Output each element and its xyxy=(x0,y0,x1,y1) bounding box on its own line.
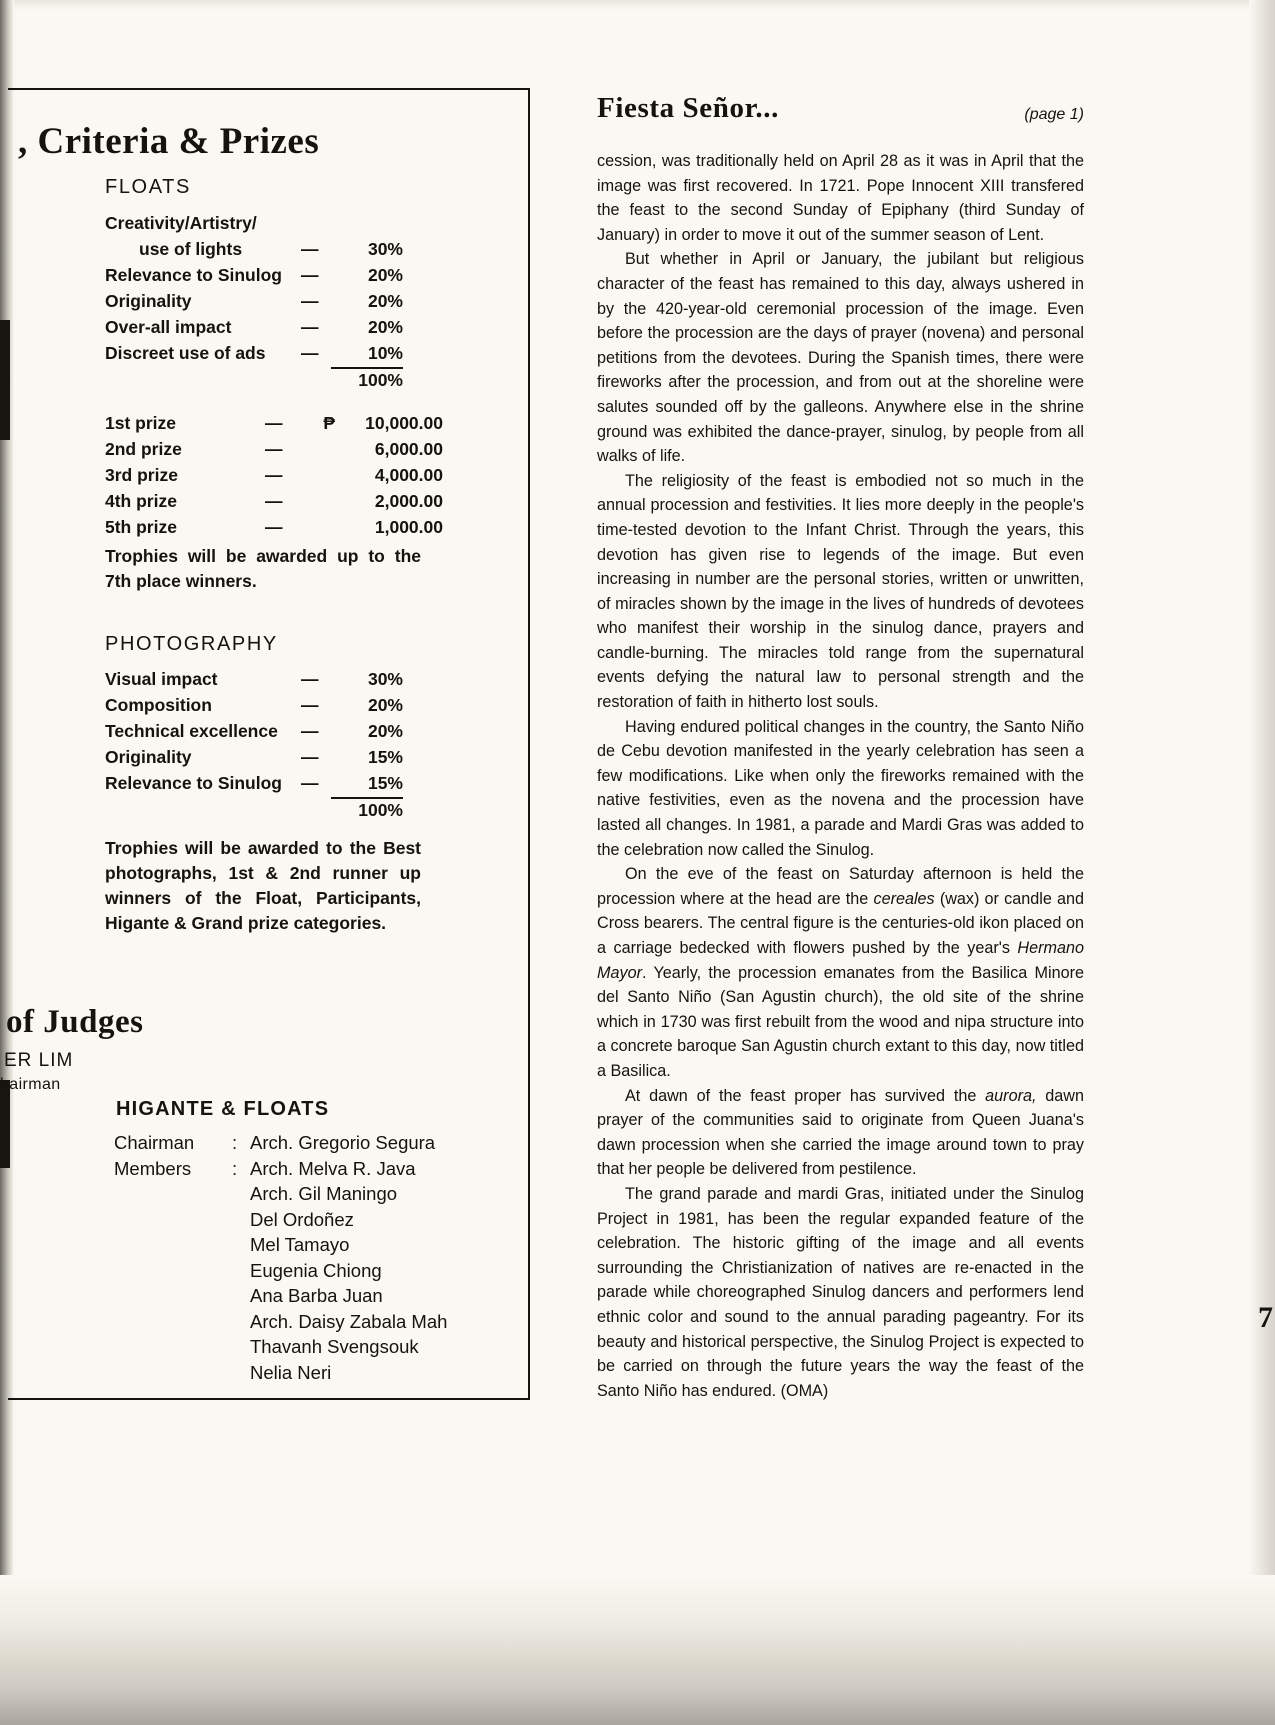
member-label xyxy=(114,1181,232,1207)
criteria-row xyxy=(105,744,435,770)
para5-part5: . Yearly, the procession emanates from the Basilica Minore del Santo Niño (San Agustin church), the old site of the shrine which in 1730 was first rebuilt from the wood and nipa structure into a concrete baroque San Agustin church extant to this day, now titled a Basilica. xyxy=(597,963,1084,1080)
criteria-name: Visual impact xyxy=(105,669,218,689)
para6-part3: dawn prayer of the communities said to originate from Queen Juana's dawn procession when she carried the image around town to pray that her people be delivered from pestilence. xyxy=(597,1086,1084,1179)
scan-right-edge xyxy=(1249,0,1275,1725)
criteria-name: Originality xyxy=(105,747,192,767)
prize-row xyxy=(105,410,445,436)
page-number: 7 xyxy=(1258,1301,1273,1334)
member-colon xyxy=(232,1283,250,1309)
higante-floats-member-list xyxy=(114,1130,447,1385)
criteria-total-dash xyxy=(301,796,331,824)
floats-prize-list xyxy=(105,410,445,540)
criteria-total-spacer xyxy=(105,796,301,824)
criteria-row xyxy=(105,770,435,796)
criteria-total-value: 100% xyxy=(358,800,403,820)
member-label: Members xyxy=(114,1157,192,1179)
criteria-total-value: 100% xyxy=(358,370,403,390)
member-label xyxy=(114,1207,232,1233)
article-paragraph: The grand parade and mardi Gras, initiated under the Sinulog Project in 1981, has been the regular expanded feature of the celebration. The historic gifting of the image and all events surrounding the Christianization of natives are re-enacted in the parade while choreographed Sinulog dancers and performers lend ethnic color and sound to the annual parading pageantry. For its beauty and historical perspective, the Sinulog Project is expected to be carried on through the future years the way the feast of the Santo Niño has endured. (OMA) xyxy=(597,1184,1084,1400)
list-item xyxy=(114,1309,447,1335)
member-name: Thavanh Svengsouk xyxy=(250,1336,419,1357)
article-paragraph: But whether in April or January, the jubilant but religious character of the feast has remained to this day, always ushered in by the 420-year-old ceremonial procession of the image. Even before the procession are the days of prayer (novena) and personal petitions from the devotees. During the Spanish times, there were fireworks after the procession, and from out at the shoreline were salutes sounded off by the galleons. Anywhere else in the shrine ground was exhibited the dance-prayer, sinulog, by people from all walks of life. xyxy=(597,250,1084,466)
floats-section-title: FLOATS xyxy=(105,176,191,198)
article-title: Fiesta Señor... xyxy=(597,92,779,124)
prize-amount: 4,000.00 xyxy=(374,465,443,485)
member-colon: : xyxy=(232,1132,238,1153)
criteria-row xyxy=(105,340,435,366)
scan-bottom-edge xyxy=(0,1575,1275,1725)
criteria-total-spacer xyxy=(105,366,301,394)
list-item xyxy=(114,1258,447,1284)
article-paragraph-aurora xyxy=(597,1084,1084,1182)
criteria-total-row xyxy=(105,366,435,394)
criteria-name: Originality xyxy=(105,291,192,311)
list-item xyxy=(114,1334,447,1360)
member-name: Arch. Melva R. Java xyxy=(250,1157,416,1179)
criteria-dash: — xyxy=(301,747,319,767)
member-colon xyxy=(232,1309,250,1335)
criteria-name: Discreet use of ads xyxy=(105,343,266,363)
member-label: Chairman xyxy=(114,1132,195,1153)
scan-top-edge xyxy=(0,0,1275,10)
criteria-name: Relevance to Sinulog xyxy=(105,773,282,793)
criteria-name: Composition xyxy=(105,695,212,715)
photography-section-title: PHOTOGRAPHY xyxy=(105,633,278,655)
criteria-heading: , Criteria & Prizes xyxy=(18,121,320,162)
criteria-value: 20% xyxy=(367,317,403,337)
member-name: Nelia Neri xyxy=(250,1361,332,1383)
criteria-row xyxy=(105,718,435,744)
criteria-dash: — xyxy=(301,721,319,741)
prize-dash: — xyxy=(265,439,283,459)
para5-part1: On the eve of the feast on Saturday afternoon is held the procession where at the head are the xyxy=(597,865,1084,908)
list-item xyxy=(114,1207,447,1233)
criteria-row xyxy=(105,666,435,692)
article-paragraph: The religiosity of the feast is embodied not so much in the annual procession and festivities. It lies more deeply in the people's time-tested devotion to the Infant Christ. Through the years, this devotion has given rise to legends of the image. But even increasing in number are the personal stories, written or unwritten, of miracles shown by the image in the lives of hundreds of devotees who manifest their worship in the sinulog dance, prayers and candle-burning. The miracles told range from the supernatural events defying the natural law to personal strength and the restoration of faith in hitherto lost souls. xyxy=(597,471,1084,712)
criteria-dash: — xyxy=(301,239,319,259)
prize-row xyxy=(105,514,445,540)
prize-row xyxy=(105,462,445,488)
member-name: Del Ordoñez xyxy=(250,1208,354,1230)
member-name: Arch. Gregorio Segura xyxy=(250,1132,436,1153)
criteria-dash: — xyxy=(301,695,319,715)
criteria-total-row xyxy=(105,796,435,824)
para5-part3: (wax) or candle and Cross bearers. The central figure is the centuries-old ikon placed on a carriage bedecked with flowers pushed by the year's xyxy=(597,889,1084,957)
prize-name: 2nd prize xyxy=(105,439,182,459)
prize-name: 5th prize xyxy=(105,517,177,537)
prize-currency: ₱ xyxy=(323,413,335,433)
prize-amount: 2,000.00 xyxy=(374,491,443,511)
judges-heading: of Judges xyxy=(6,1004,144,1040)
member-label xyxy=(114,1232,232,1258)
prize-amount: 10,000.00 xyxy=(365,413,443,433)
criteria-row xyxy=(105,262,435,288)
floats-trophy-note: Trophies will be awarded up to the 7th place winners. xyxy=(105,546,421,591)
member-label xyxy=(114,1309,232,1335)
photography-trophy-note: Trophies will be awarded to the Best photographs, 1st & 2nd runner up winners of the Float, Participants, Higante & Grand prize categories. xyxy=(105,838,421,933)
para6-italic-aurora: aurora, xyxy=(985,1086,1037,1105)
list-item xyxy=(114,1360,447,1386)
criteria-value: 15% xyxy=(331,770,403,799)
criteria-name: Creativity/Artistry/ use of lights xyxy=(105,213,257,259)
criteria-value: 30% xyxy=(367,239,403,259)
prize-name: 3rd prize xyxy=(105,465,178,485)
list-item xyxy=(114,1181,447,1207)
criteria-value: 10% xyxy=(331,340,403,369)
member-colon xyxy=(232,1207,250,1233)
criteria-dash: — xyxy=(301,773,319,793)
member-label xyxy=(114,1360,232,1386)
member-colon xyxy=(232,1181,250,1207)
judges-chairman-name: ER LIM xyxy=(4,1050,74,1071)
prize-amount: 1,000.00 xyxy=(374,517,443,537)
article-page-reference: (page 1) xyxy=(1024,106,1084,123)
criteria-dash: — xyxy=(301,317,319,337)
prize-name: 1st prize xyxy=(105,413,176,433)
criteria-total-dash xyxy=(301,366,331,394)
member-name: Arch. Gil Maningo xyxy=(250,1183,398,1204)
criteria-panel xyxy=(0,88,538,1408)
prize-currency xyxy=(305,436,335,462)
member-colon: : xyxy=(232,1157,238,1179)
prize-dash: — xyxy=(265,517,283,537)
prize-row xyxy=(105,488,445,514)
prize-name: 4th prize xyxy=(105,491,177,511)
list-item xyxy=(114,1156,447,1182)
criteria-name: Over-all impact xyxy=(105,317,232,337)
criteria-value: 20% xyxy=(367,291,403,311)
article-paragraph: cession, was traditionally held on April 28 as it was in April that the image was first recovered. In 1721. Pope Innocent XIII transfered the feast to the second Sunday of Epiphany (third Sunday of January) in order to move it out of the summer season of Lent. xyxy=(597,152,1084,244)
criteria-value: 30% xyxy=(367,669,403,689)
list-item xyxy=(114,1130,447,1156)
judges-chairman-role: hairman xyxy=(0,1076,61,1093)
criteria-value: 20% xyxy=(367,695,403,715)
list-item xyxy=(114,1232,447,1258)
member-name: Mel Tamayo xyxy=(250,1234,350,1255)
para5-italic-cereales: cereales xyxy=(873,889,935,908)
photography-criteria-list xyxy=(105,666,435,824)
para6-part1: At dawn of the feast proper has survived the xyxy=(625,1086,986,1105)
higante-floats-committee-title: HIGANTE & FLOATS xyxy=(116,1098,330,1120)
member-colon xyxy=(232,1360,250,1386)
member-name: Eugenia Chiong xyxy=(250,1259,382,1281)
article-paragraph: Having endured political changes in the country, the Santo Niño de Cebu devotion manifested in the yearly celebration has seen a few modifications. Like when only the fireworks remained with the native festivities, even as the novena and the procession have lasted all changes. In 1981, a parade and Mardi Gras was added to the celebration now called the Sinulog. xyxy=(597,717,1084,859)
member-colon xyxy=(232,1334,250,1360)
member-colon xyxy=(232,1232,250,1258)
criteria-dash: — xyxy=(301,265,319,285)
criteria-value: 20% xyxy=(367,265,403,285)
prize-row xyxy=(105,436,445,462)
criteria-value: 15% xyxy=(367,747,403,767)
member-label xyxy=(114,1258,232,1284)
article-column xyxy=(597,92,1084,1403)
criteria-dash: — xyxy=(301,291,319,311)
para5-italic-hermano-mayor: Hermano Mayor xyxy=(597,939,1084,982)
criteria-row xyxy=(105,288,435,314)
prize-dash: — xyxy=(265,465,283,485)
criteria-name: Relevance to Sinulog xyxy=(105,265,282,285)
criteria-name: Technical excellence xyxy=(105,721,278,741)
member-name: Arch. Daisy Zabala Mah xyxy=(250,1310,448,1332)
criteria-value: 20% xyxy=(367,721,403,741)
criteria-row xyxy=(105,692,435,718)
prize-dash: — xyxy=(265,491,283,511)
criteria-row xyxy=(105,210,435,262)
list-item xyxy=(114,1283,447,1309)
prize-currency xyxy=(305,514,335,540)
member-colon xyxy=(232,1258,250,1284)
article-body xyxy=(597,149,1084,1403)
member-label xyxy=(114,1283,232,1309)
prize-amount: 6,000.00 xyxy=(374,439,443,459)
criteria-row xyxy=(105,314,435,340)
criteria-dash: — xyxy=(301,669,319,689)
article-paragraph-cereales xyxy=(597,862,1084,1083)
floats-criteria-list xyxy=(105,210,435,394)
member-label xyxy=(114,1334,232,1360)
criteria-dash: — xyxy=(301,343,319,363)
prize-currency xyxy=(305,488,335,514)
prize-currency xyxy=(305,462,335,488)
prize-dash: — xyxy=(265,413,283,433)
member-name: Ana Barba Juan xyxy=(250,1285,383,1306)
